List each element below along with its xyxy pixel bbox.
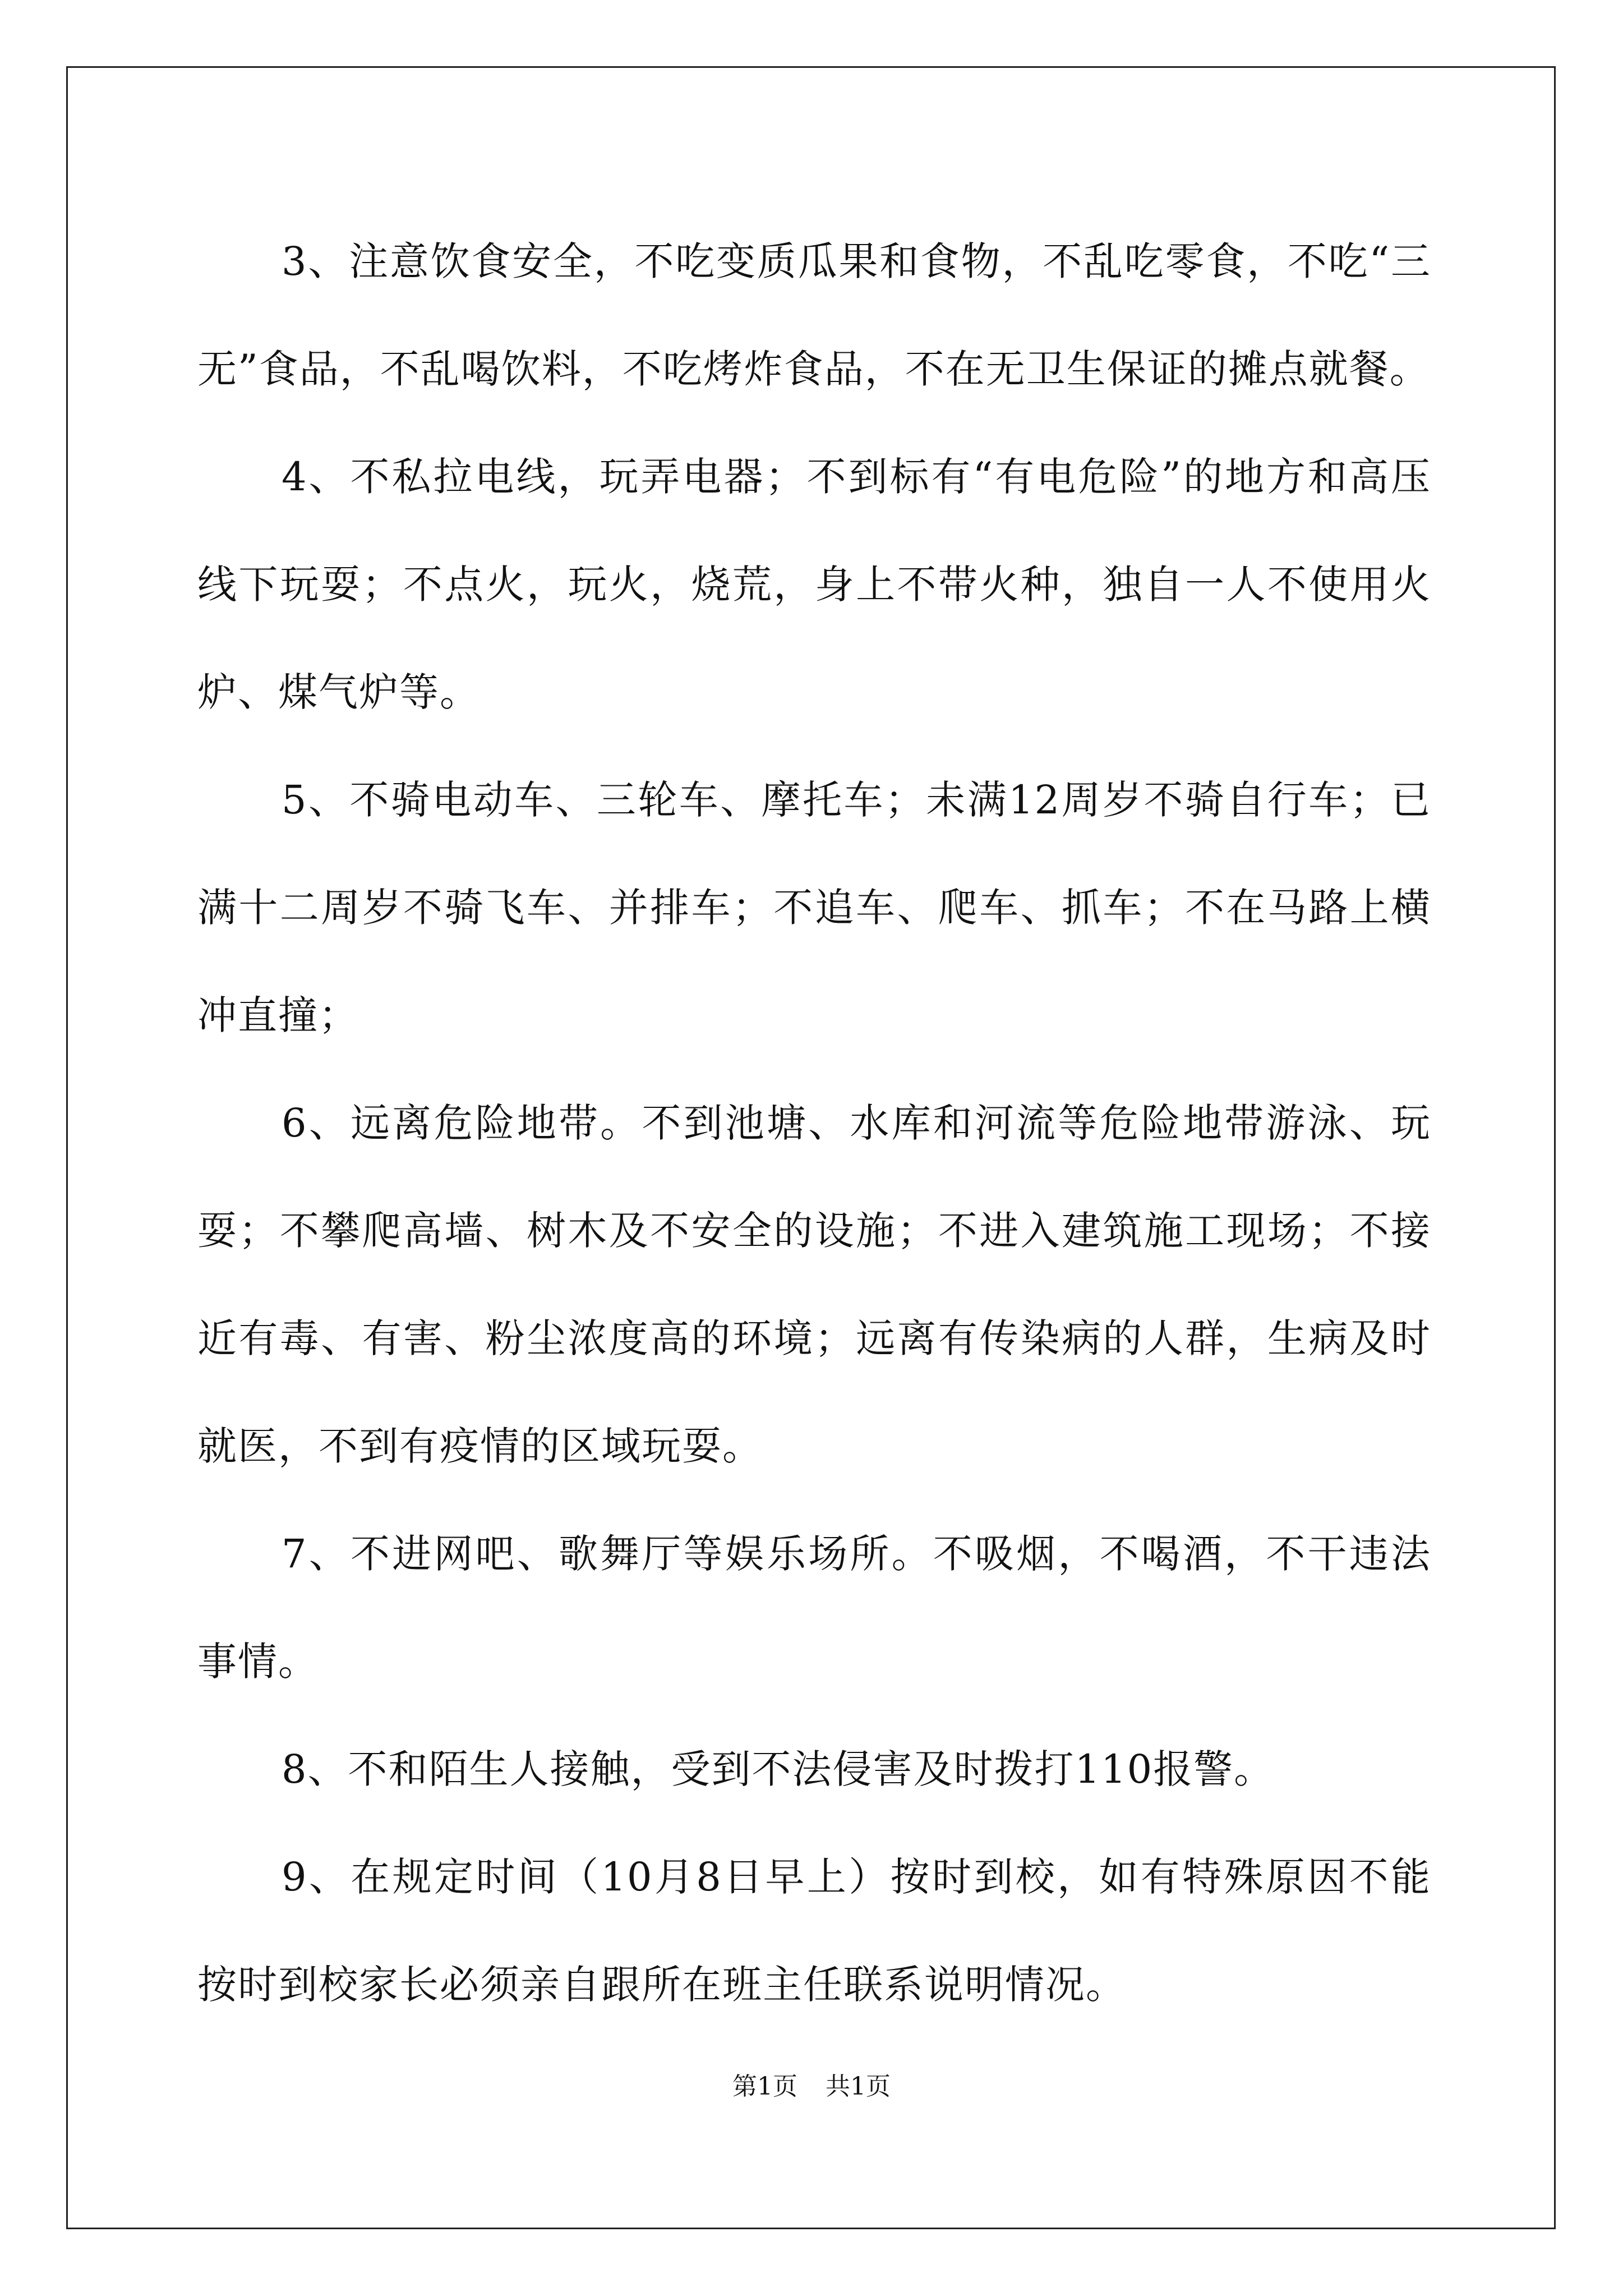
paragraph-item-4: 4、不私拉电线，玩弄电器；不到标有“有电危险”的地方和高压线下玩耍；不点火，玩火，烧荒，身上不带火种，独自一人不使用火炉、煤气炉等。 <box>197 454 1431 715</box>
paragraph-item-5: 5、不骑电动车、三轮车、摩托车；未满12周岁不骑自行车；已满十二周岁不骑飞车、并排车；不追车、爬车、抓车；不在马路上横冲直撞； <box>197 777 1431 1038</box>
page-footer <box>0 2070 1623 2104</box>
paragraph-item-9: 9、在规定时间（10月8日早上）按时到校，如有特殊原因不能按时到校家长必须亲自跟所在班主任联系说明情况。 <box>197 1854 1431 2008</box>
document-body <box>197 208 1431 2039</box>
page-total: 共1页 <box>826 2072 891 2101</box>
paragraph-item-7: 7、不进网吧、歌舞厅等娱乐场所。不吸烟，不喝酒，不干违法事情。 <box>197 1531 1431 1685</box>
paragraph-item-3: 3、注意饮食安全，不吃变质瓜果和食物，不乱吃零食，不吃“三无”食品，不乱喝饮料，不吃烤炸食品，不在无卫生保证的摊点就餐。 <box>197 238 1431 392</box>
page-number: 第1页 <box>732 2072 797 2101</box>
paragraph-item-6: 6、远离危险地带。不到池塘、水库和河流等危险地带游泳、玩耍；不攀爬高墙、树木及不安全的设施；不进入建筑施工现场；不接近有毒、有害、粉尘浓度高的环境；远离有传染病的人群，生病及时就医，不到有疫情的区域玩耍。 <box>197 1100 1431 1469</box>
paragraph-item-8: 8、不和陌生人接触，受到不法侵害及时拨打110报警。 <box>282 1746 1275 1792</box>
